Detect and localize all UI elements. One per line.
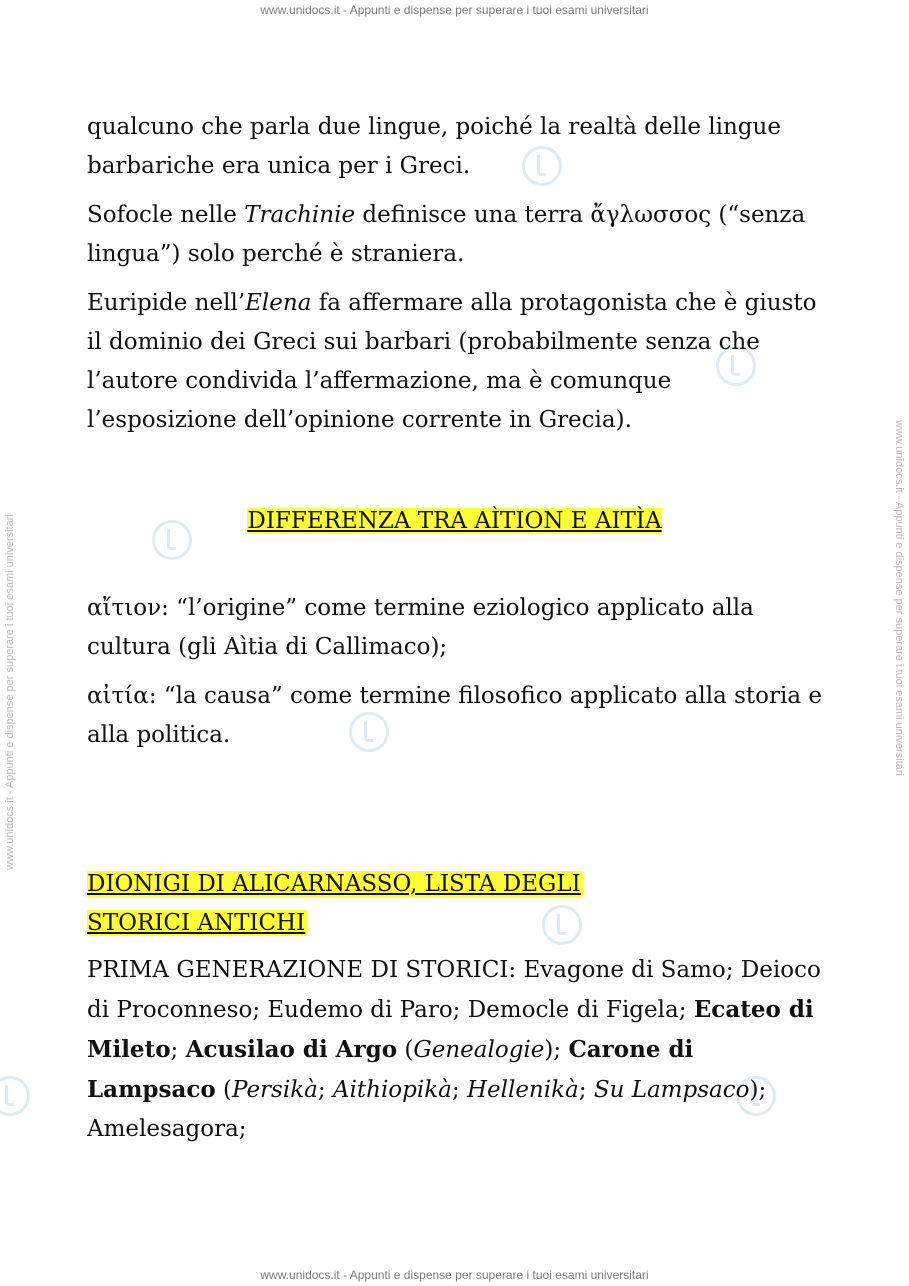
historian-charon: Carone di Lampsaco	[87, 1036, 694, 1103]
paragraph-euripide	[87, 284, 822, 440]
section-heading-aition	[87, 502, 822, 541]
paragraph-text: fa affermare alla protagonista che è giusto il dominio dei Greci sui barbari (probabilmente senza che l’autore condivida l’affermazione, ma è comunque l’esposizione dell’opinione corrente in Grecia).	[87, 290, 817, 433]
section-heading-dionigi	[87, 865, 822, 943]
paragraph-text: ); Amelesagora;	[87, 1077, 767, 1142]
definition-text: αἴτιον: “l’origine” come termine eziologico applicato alla cultura (gli Aìtia di Callimaco);	[87, 595, 754, 660]
work-hellenika: Hellenikà	[466, 1077, 579, 1103]
work-su-lampsaco: Su Lampsaco	[593, 1077, 750, 1103]
work-persika: Persikà	[232, 1077, 318, 1103]
heading-highlight-line1: DIONIGI DI ALICARNASSO, LISTA DEGLI	[87, 871, 581, 897]
paragraph-text: Sofocle nelle	[87, 202, 245, 228]
paragraph-text: Euripide nell’	[87, 290, 246, 316]
watermark-side-right: www.unidocs.it - Appunti e dispense per superare i tuoi esami universitari	[893, 420, 905, 776]
watermark-footer: www.unidocs.it - Appunti e dispense per superare i tuoi esami universitari	[260, 1268, 649, 1282]
work-genealogie: Genealogie	[413, 1037, 545, 1063]
separator: (	[397, 1037, 414, 1063]
heading-highlight-line2: STORICI ANTICHI	[87, 910, 306, 936]
watermark-logo-icon	[0, 1076, 30, 1116]
work-aithiopika: Aithiopikà	[332, 1077, 452, 1103]
separator: ;	[317, 1077, 333, 1103]
title-elena: Elena	[245, 290, 312, 316]
separator: ;	[170, 1037, 186, 1063]
paragraph-text: definisce una terra ἄγλωσσος (“senza lingua”) solo perché è straniera.	[87, 202, 806, 267]
paragraph-sofocle	[87, 196, 822, 274]
separator: );	[544, 1037, 562, 1063]
definition-text: αἰτία: “la causa” come termine filosofico applicato alla storia e alla politica.	[87, 683, 822, 748]
paragraph-bilingual	[87, 108, 822, 186]
historian-acusilaus: Acusilao di Argo	[185, 1036, 398, 1063]
historian-hecataeus: Ecateo di Mileto	[87, 996, 814, 1063]
separator: (	[215, 1077, 232, 1103]
definition-aitia	[87, 677, 822, 755]
paragraph-text: qualcuno che parla due lingue, poiché la realtà delle lingue barbariche era unica per i Greci.	[87, 114, 781, 179]
heading-highlight: DIFFERENZA TRA AÌTION E AITÌA	[247, 508, 662, 534]
separator: ;	[578, 1077, 594, 1103]
separator: ;	[451, 1077, 467, 1103]
paragraph-prima-generazione	[87, 951, 822, 1149]
document-body	[87, 108, 822, 1159]
watermark-side-left: www.unidocs.it - Appunti e dispense per superare i tuoi esami universitari	[4, 514, 16, 870]
definition-aition	[87, 589, 822, 667]
paragraph-text: PRIMA GENERAZIONE DI STORICI: Evagone di Samo; Deioco di Proconneso; Eudemo di Paro; Democle di Figela;	[87, 957, 821, 1023]
title-trachinie: Trachinie	[244, 202, 356, 228]
watermark-header: www.unidocs.it - Appunti e dispense per superare i tuoi esami universitari	[260, 3, 649, 17]
